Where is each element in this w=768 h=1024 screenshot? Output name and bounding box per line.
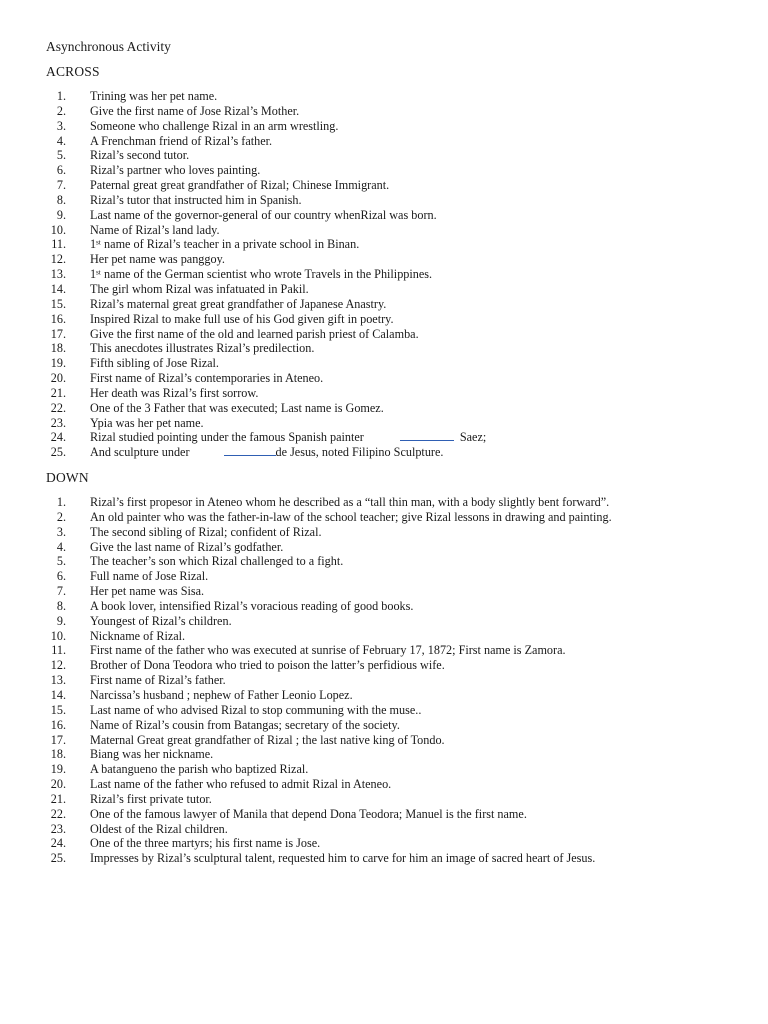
down-clue: 22. One of the famous lawyer of Manila that depend Dona Teodora; Manuel is the first name. [50, 806, 527, 821]
clue-text: First name of Rizal’s father. [90, 673, 226, 688]
clue-text: Rizal’s tutor that instructed him in Spanish. [90, 192, 302, 207]
across-clue: 11. 1ˢᵗ name of Rizal’s teacher in a private school in Binan. [51, 237, 360, 252]
down-clue: 24. One of the three martyrs; his first name is Jose. [50, 836, 321, 851]
clue-text: Rizal’s first private tutor. [90, 791, 212, 806]
down-clue: 23. Oldest of the Rizal children. [50, 821, 228, 836]
across-clue: 14. The girl whom Rizal was infatuated in Pakil. [50, 281, 309, 296]
clue-text: The second sibling of Rizal; confident of Rizal. [90, 524, 322, 539]
across-clue: 25. And sculpture under de Jesus, noted Filipino Sculpture. [50, 445, 444, 460]
clue-text: Last name of the father who refused to admit Rizal in Ateneo. [90, 777, 392, 792]
across-clue: 4. A Frenchman friend of Rizal’s father. [56, 133, 273, 148]
across-clue: 6. Rizal’s partner who loves painting. [56, 163, 261, 178]
down-clue: 10. Nickname of Rizal. [50, 628, 186, 643]
clue-text-before-blank: Rizal studied pointing under the famous Spanish painter [90, 430, 364, 445]
down-clue: 4. Give the last name of Rizal’s godfather. [56, 539, 284, 554]
clue-text: Full name of Jose Rizal. [90, 569, 209, 584]
document-title: Asynchronous Activity [46, 39, 171, 54]
clue-text-after-blank: Saez; [459, 430, 487, 445]
clue-text: Trining was her pet name. [90, 89, 218, 103]
down-clue: 21. Rizal’s first private tutor. [50, 791, 212, 806]
across-clue-list [0, 89, 768, 460]
across-clue: 20. First name of Rizal’s contemporaries in Ateneo. [50, 371, 324, 386]
clue-text: Oldest of the Rizal children. [90, 821, 228, 836]
clue-text: Her pet name was Sisa. [90, 584, 205, 599]
clue-text: Rizal’s maternal great great grandfather of Japanese Anastry. [90, 296, 387, 311]
across-clue: 8. Rizal’s tutor that instructed him in Spanish. [56, 192, 302, 207]
clue-text: Someone who challenge Rizal in an arm wrestling. [90, 118, 339, 133]
across-clue: 18. This anecdotes illustrates Rizal’s predilection. [50, 341, 315, 356]
down-clue: 7. Her pet name was Sisa. [56, 584, 205, 599]
clue-text: A book lover, intensified Rizal’s voracious reading of good books. [90, 598, 414, 613]
across-clue: 10. Name of Rizal’s land lady. [50, 222, 220, 237]
across-clue: 1. Trining was her pet name. [56, 89, 218, 103]
clue-text: Give the last name of Rizal’s godfather. [90, 539, 284, 554]
clue-text: Nickname of Rizal. [90, 628, 186, 643]
down-clue: 15. Last name of who advised Rizal to stop communing with the muse.. [50, 702, 422, 717]
across-clue: 19. Fifth sibling of Jose Rizal. [50, 356, 219, 371]
clue-text: Name of Rizal’s land lady. [90, 222, 220, 237]
down-clue: 13. First name of Rizal’s father. [50, 673, 226, 688]
clue-text: One of the famous lawyer of Manila that depend Dona Teodora; Manuel is the first name. [90, 806, 527, 821]
across-clue: 15. Rizal’s maternal great great grandfather of Japanese Anastry. [50, 296, 387, 311]
across-clue: 2. Give the first name of Jose Rizal’s Mother. [56, 103, 300, 118]
clue-text: Rizal’s partner who loves painting. [90, 163, 261, 178]
clue-text: First name of Rizal’s contemporaries in Ateneo. [90, 371, 324, 386]
across-clue: 23. Ypia was her pet name. [50, 415, 204, 430]
clue-text: Paternal great great grandfather of Rizal; Chinese Immigrant. [90, 178, 390, 193]
across-clue: 12. Her pet name was panggoy. [50, 252, 225, 267]
down-clue: 3. The second sibling of Rizal; confident of Rizal. [56, 524, 322, 539]
clue-text: Last name of who advised Rizal to stop communing with the muse.. [90, 702, 422, 717]
across-clue: 7. Paternal great great grandfather of Rizal; Chinese Immigrant. [56, 178, 390, 193]
across-clue: 24. Rizal studied pointing under the famous Spanish painter Saez; [50, 430, 487, 445]
clue-text: Her pet name was panggoy. [90, 252, 225, 267]
clue-text: Give the first name of the old and learned parish priest of Calamba. [90, 326, 419, 341]
clue-text: Maternal Great great grandfather of Rizal ; the last native king of Tondo. [90, 732, 445, 747]
clue-text: Last name of the governor-general of our country whenRizal was born. [90, 207, 437, 222]
clue-text: First name of the father who was executed at sunrise of February 17, 1872; First name is Zamora. [90, 643, 566, 658]
answer-blank [400, 430, 454, 441]
clue-text: A Frenchman friend of Rizal’s father. [90, 133, 273, 148]
clue-text-after-blank: de Jesus, noted Filipino Sculpture. [275, 445, 444, 460]
down-clue: 11. First name of the father who was executed at sunrise of February 17, 1872; First name is Zamora. [51, 643, 566, 658]
down-clue: 6. Full name of Jose Rizal. [56, 569, 209, 584]
clue-text [90, 430, 486, 445]
across-clue: 5. Rizal’s second tutor. [56, 148, 190, 163]
across-heading: ACROSS [46, 64, 100, 79]
clue-text: Fifth sibling of Jose Rizal. [90, 356, 219, 371]
clue-text: Rizal’s second tutor. [90, 148, 190, 163]
clue-text: 1ˢᵗ name of Rizal’s teacher in a private school in Binan. [90, 237, 360, 252]
clue-text: 1ˢᵗ name of the German scientist who wrote Travels in the Philippines. [90, 267, 433, 282]
clue-text: An old painter who was the father-in-law of the school teacher; give Rizal lessons in drawing and painting. [90, 509, 612, 524]
down-clue: 2. An old painter who was the father-in-law of the school teacher; give Rizal lessons in drawing and painting. [56, 509, 612, 524]
answer-blank [224, 445, 276, 456]
clue-text: Inspired Rizal to make full use of his God given gift in poetry. [90, 311, 394, 326]
down-clue: 1. Rizal’s first propesor in Ateneo whom he described as a “tall thin man, with a body slightly bent forward”. [56, 495, 610, 509]
down-clue-list [0, 495, 768, 866]
clue-text: One of the three martyrs; his first name is Jose. [90, 836, 321, 851]
down-clue: 14. Narcissa’s husband ; nephew of Father Leonio Lopez. [50, 687, 353, 702]
clue-text: Youngest of Rizal’s children. [90, 613, 232, 628]
clue-text: Narcissa’s husband ; nephew of Father Leonio Lopez. [90, 687, 353, 702]
down-clue: 18. Biang was her nickname. [50, 747, 214, 762]
clue-text: The girl whom Rizal was infatuated in Pakil. [90, 281, 309, 296]
clue-text: Name of Rizal’s cousin from Batangas; secretary of the society. [90, 717, 400, 732]
down-clue: 12. Brother of Dona Teodora who tried to poison the latter’s perfidious wife. [50, 658, 445, 673]
clue-text: Ypia was her pet name. [90, 415, 204, 430]
across-clue: 17. Give the first name of the old and learned parish priest of Calamba. [50, 326, 419, 341]
clue-text: Brother of Dona Teodora who tried to poison the latter’s perfidious wife. [90, 658, 445, 673]
down-clue: 20. Last name of the father who refused to admit Rizal in Ateneo. [50, 777, 392, 792]
down-clue: 25. Impresses by Rizal’s sculptural talent, requested him to carve for him an image of sacred heart of Jesus. [50, 851, 596, 866]
clue-text: Give the first name of Jose Rizal’s Mother. [90, 103, 300, 118]
across-clue: 3. Someone who challenge Rizal in an arm wrestling. [56, 118, 339, 133]
down-heading: DOWN [46, 470, 89, 485]
clue-text: This anecdotes illustrates Rizal’s predilection. [90, 341, 315, 356]
down-clue: 19. A batangueno the parish who baptized Rizal. [50, 762, 309, 777]
clue-text [90, 445, 443, 460]
down-clue: 17. Maternal Great great grandfather of Rizal ; the last native king of Tondo. [50, 732, 445, 747]
down-clue: 16. Name of Rizal’s cousin from Batangas; secretary of the society. [50, 717, 400, 732]
down-clue: 5. The teacher’s son which Rizal challenged to a fight. [56, 554, 344, 569]
clue-text-before-blank: And sculpture under [90, 445, 190, 460]
clue-text: Biang was her nickname. [90, 747, 214, 762]
clue-text: Her death was Rizal’s first sorrow. [90, 385, 259, 400]
clue-text: The teacher’s son which Rizal challenged to a fight. [90, 554, 344, 569]
clue-text: A batangueno the parish who baptized Rizal. [90, 762, 309, 777]
across-clue: 21. Her death was Rizal’s first sorrow. [50, 385, 259, 400]
clue-text: Impresses by Rizal’s sculptural talent, requested him to carve for him an image of sacred heart of Jesus. [90, 851, 596, 866]
down-clue: 9. Youngest of Rizal’s children. [56, 613, 232, 628]
across-clue: 13. 1ˢᵗ name of the German scientist who wrote Travels in the Philippines. [50, 267, 433, 282]
across-clue: 16. Inspired Rizal to make full use of his God given gift in poetry. [50, 311, 394, 326]
across-clue: 22. One of the 3 Father that was executed; Last name is Gomez. [50, 400, 384, 415]
clue-text: Rizal’s first propesor in Ateneo whom he described as a “tall thin man, with a body slightly bent forward”. [90, 495, 610, 509]
clue-text: One of the 3 Father that was executed; Last name is Gomez. [90, 400, 384, 415]
down-clue: 8. A book lover, intensified Rizal’s voracious reading of good books. [56, 598, 414, 613]
across-clue: 9. Last name of the governor-general of our country whenRizal was born. [56, 207, 437, 222]
